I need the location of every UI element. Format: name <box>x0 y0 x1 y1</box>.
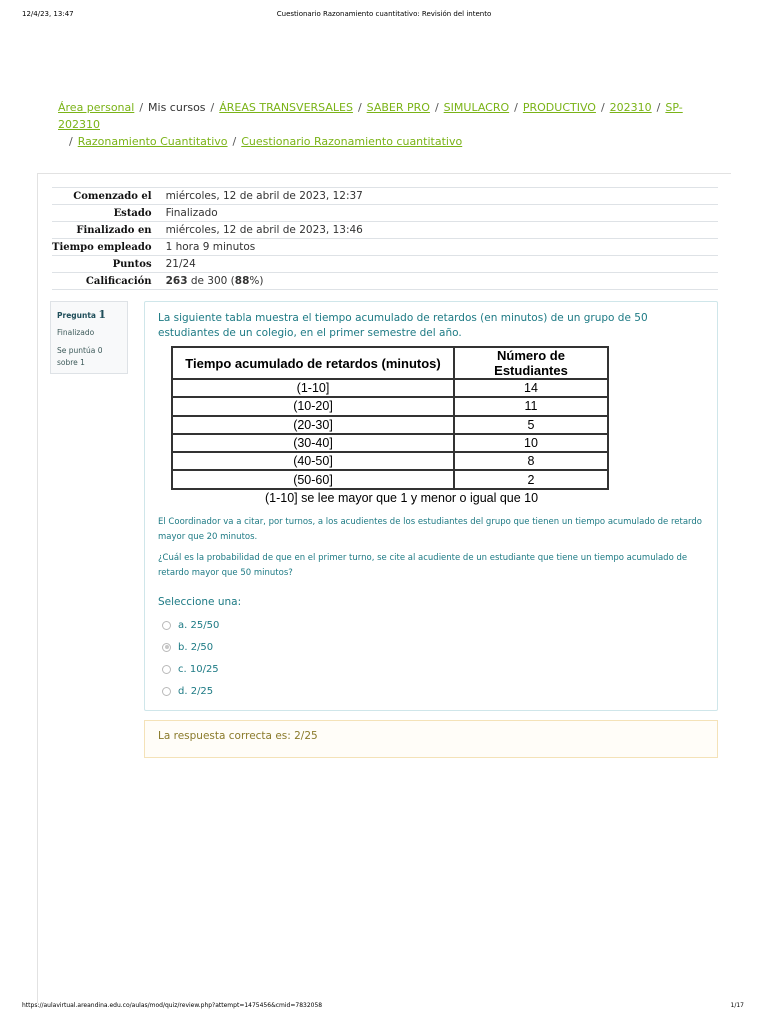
radio-button[interactable] <box>162 665 171 674</box>
summary-row-points <box>52 256 718 273</box>
breadcrumb-razonamiento-cuantitativo[interactable]: Razonamiento Cuantitativo <box>77 135 228 148</box>
summary-row-time <box>52 239 718 256</box>
summary-row-state <box>52 205 718 222</box>
breadcrumb-mis-cursos: Mis cursos <box>148 101 206 114</box>
breadcrumb-separator: / <box>514 101 518 114</box>
summary-time-label: Tiempo empleado <box>52 241 152 253</box>
grade-percent: 88 <box>234 275 250 287</box>
table-row <box>172 379 608 397</box>
table-cell: 14 <box>454 379 608 397</box>
radio-button-selected[interactable] <box>162 643 171 652</box>
summary-row-started <box>52 188 718 205</box>
answer-option-c[interactable] <box>162 658 219 680</box>
table-cell: 2 <box>454 470 608 488</box>
breadcrumb-simulacro[interactable]: SIMULACRO <box>443 101 510 114</box>
summary-finished-label: Finalizado en <box>76 224 152 236</box>
summary-row-grade <box>52 273 718 290</box>
radio-button[interactable] <box>162 621 171 630</box>
breadcrumb-separator: / <box>434 101 439 114</box>
breadcrumb-sp-202310[interactable]: SP-202310 <box>58 101 683 131</box>
print-header <box>0 10 768 22</box>
answer-option-d[interactable] <box>162 680 219 702</box>
answer-option-b[interactable] <box>162 636 219 658</box>
select-one-prompt: Seleccione una: <box>158 596 242 608</box>
table-row <box>172 434 608 452</box>
summary-row-finished <box>52 222 718 239</box>
table-cell: (40-50] <box>172 452 454 470</box>
radio-button[interactable] <box>162 687 171 696</box>
table-header-row <box>172 347 608 379</box>
answer-option-a[interactable] <box>162 614 219 636</box>
question-state: Finalizado <box>57 328 95 337</box>
question-info <box>50 301 128 374</box>
breadcrumb-cuestionario[interactable]: Cuestionario Razonamiento cuantitativo <box>241 135 463 148</box>
table-cell: (50-60] <box>172 470 454 488</box>
summary-started-label: Comenzado el <box>73 190 152 202</box>
table-row <box>172 452 608 470</box>
breadcrumb-line-1 <box>58 99 718 133</box>
breadcrumb-separator: / <box>357 101 362 114</box>
table-cell: 8 <box>454 452 608 470</box>
question-text: La siguiente tabla muestra el tiempo acumulado de retardos (en minutos) de un grupo de 50 estudiantes de un colegio, en el primer semestre del año. <box>158 312 648 339</box>
breadcrumb-areas-transversales[interactable]: ÁREAS TRANSVERSALES <box>219 101 353 114</box>
summary-grade-label: Calificación <box>85 275 152 287</box>
grade-score: 263 <box>165 275 188 287</box>
print-footer <box>0 1002 768 1014</box>
table-note: (1-10] se lee mayor que 1 y menor o igual que 10 <box>265 491 539 505</box>
question-paragraph-1: El Coordinador va a citar, por turnos, a los acudientes de los estudiantes del grupo que tienen un tiempo acumulado de retardo mayor que 20 minutos. <box>158 517 702 542</box>
breadcrumb-line-2 <box>58 133 718 150</box>
answer-options <box>162 614 219 702</box>
breadcrumb-saber-pro[interactable]: SABER PRO <box>366 101 430 114</box>
answer-label: b. 2/50 <box>178 641 214 653</box>
print-date: 12/4/23, 13:47 <box>22 10 74 18</box>
answer-label: a. 25/50 <box>178 619 220 631</box>
table-cell: (30-40] <box>172 434 454 452</box>
summary-points-value: 21/24 <box>165 258 196 270</box>
summary-started-value: miércoles, 12 de abril de 2023, 12:37 <box>165 190 363 202</box>
answer-label: d. 2/25 <box>178 685 214 697</box>
breadcrumb-separator: / <box>210 101 215 114</box>
breadcrumb-area-personal[interactable]: Área personal <box>58 101 135 114</box>
correct-answer-feedback: La respuesta correcta es: 2/25 <box>144 720 718 758</box>
answer-label: c. 10/25 <box>178 663 219 675</box>
print-page-number: 1/17 <box>730 1002 744 1009</box>
breadcrumb-separator: / <box>69 135 73 148</box>
summary-time-value: 1 hora 9 minutos <box>165 241 256 253</box>
table-cell: (20-30] <box>172 416 454 434</box>
table-cell: 5 <box>454 416 608 434</box>
question-label: Pregunta <box>57 311 96 320</box>
breadcrumb-separator: / <box>139 101 144 114</box>
table-cell: 11 <box>454 397 608 415</box>
grade-suffix: %) <box>249 275 264 287</box>
breadcrumb <box>58 99 718 150</box>
summary-state-value: Finalizado <box>165 207 218 219</box>
table-cell: (1-10] <box>172 379 454 397</box>
summary-state-label: Estado <box>113 207 152 219</box>
table-header-estudiantes: Número de Estudiantes <box>454 347 608 379</box>
summary-points-label: Puntos <box>112 258 152 270</box>
print-url: https://aulavirtual.areandina.edu.co/aulas/mod/quiz/review.php?attempt=1475456&cmid=7832058 <box>22 1002 323 1009</box>
question-grade: Se puntúa 0 sobre 1 <box>57 346 103 367</box>
question-data-table <box>171 346 609 490</box>
grade-of: de 300 ( <box>190 275 235 287</box>
table-row <box>172 397 608 415</box>
breadcrumb-separator: / <box>656 101 661 114</box>
breadcrumb-productivo[interactable]: PRODUCTIVO <box>522 101 596 114</box>
table-cell: 10 <box>454 434 608 452</box>
table-header-tiempo: Tiempo acumulado de retardos (minutos) <box>172 347 454 379</box>
breadcrumb-202310[interactable]: 202310 <box>609 101 652 114</box>
question-content <box>144 301 718 711</box>
question-number <box>57 308 121 321</box>
table-cell: (10-20] <box>172 397 454 415</box>
attempt-summary-table <box>52 187 718 290</box>
summary-grade-value <box>160 273 718 290</box>
breadcrumb-separator: / <box>600 101 605 114</box>
question-paragraph-2: ¿Cuál es la probabilidad de que en el primer turno, se cite al acudiente de un estudiante que tiene un tiempo acumulado de retardo mayor que 50 minutos? <box>158 553 688 578</box>
table-row <box>172 416 608 434</box>
question-number-value: 1 <box>98 308 107 321</box>
breadcrumb-separator: / <box>232 135 237 148</box>
summary-finished-value: miércoles, 12 de abril de 2023, 13:46 <box>165 224 363 236</box>
print-title: Cuestionario Razonamiento cuantitativo: Revisión del intento <box>276 10 492 18</box>
table-row <box>172 470 608 488</box>
